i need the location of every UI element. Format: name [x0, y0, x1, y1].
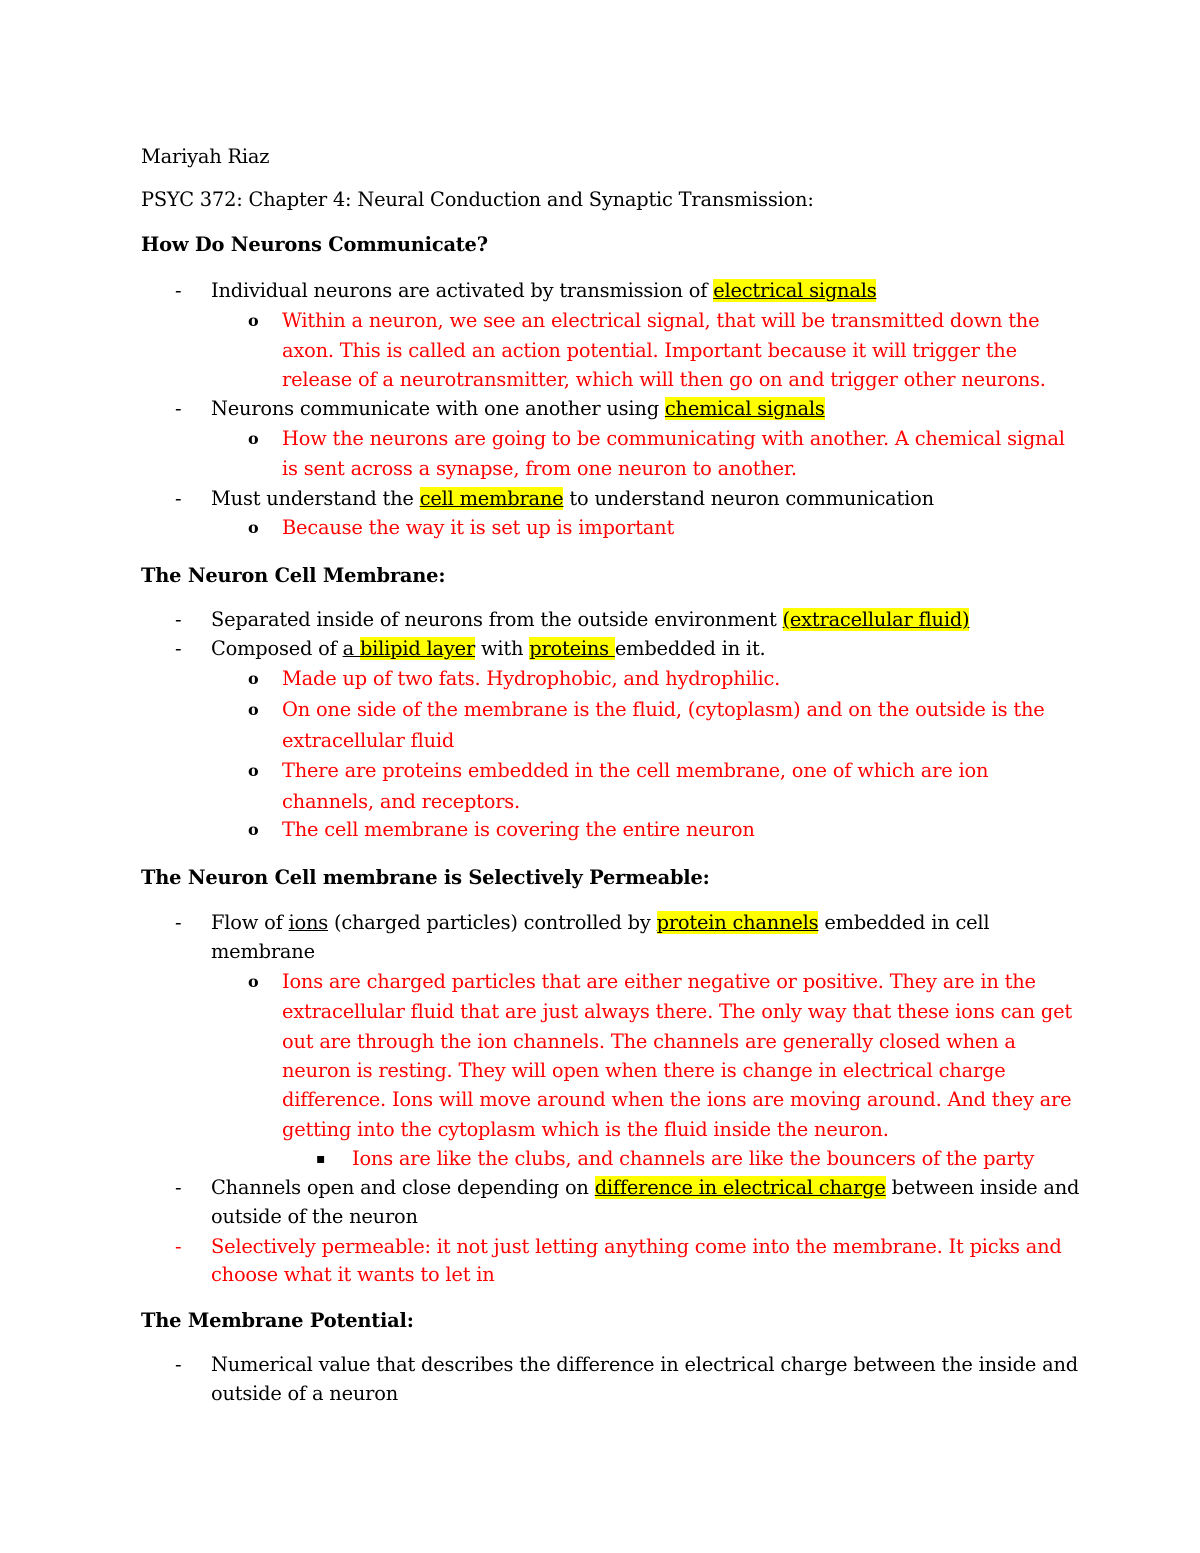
- highlighted-term: cell membrane: [419, 487, 564, 510]
- dash-bullet: -: [175, 911, 182, 934]
- list-item-continuation: outside of a neuron: [211, 1382, 398, 1405]
- circle-bullet: o: [248, 972, 259, 991]
- highlighted-term: protein channels: [656, 911, 819, 934]
- course-title: PSYC 372: Chapter 4: Neural Conduction and Synaptic Transmission:: [141, 188, 814, 211]
- dash-bullet: -: [175, 637, 182, 660]
- dash-bullet: -: [175, 608, 182, 631]
- highlighted-term: proteins: [529, 637, 615, 660]
- dash-bullet: -: [175, 279, 182, 302]
- dash-bullet: -: [175, 1235, 182, 1258]
- list-item: Numerical value that describes the difference in electrical charge between the inside and: [211, 1353, 1078, 1376]
- square-bullet: ▪: [316, 1151, 326, 1167]
- note-line: Ions are like the clubs, and channels are like the bouncers of the party: [352, 1147, 1035, 1170]
- circle-bullet: o: [248, 700, 259, 719]
- note-line: extracellular fluid that are just always there. The only way that these ions can get: [282, 1000, 1072, 1023]
- highlighted-term: difference in electrical charge: [594, 1176, 886, 1199]
- note-line: Within a neuron, we see an electrical signal, that will be transmitted down the: [282, 309, 1040, 332]
- note-line: release of a neurotransmitter, which will then go on and trigger other neurons.: [282, 368, 1046, 391]
- note-line: is sent across a synapse, from one neuron to another.: [282, 457, 797, 480]
- section-heading: The Neuron Cell Membrane:: [141, 564, 446, 587]
- list-item: Composed of a bilipid layer with proteins embedded in it.: [211, 637, 766, 660]
- section-heading: The Neuron Cell membrane is Selectively Permeable:: [141, 866, 710, 889]
- list-item-continuation: outside of the neuron: [211, 1205, 418, 1228]
- highlighted-term: bilipid layer: [359, 637, 476, 660]
- author-name: Mariyah Riaz: [141, 145, 270, 168]
- highlighted-term: (extracellular fluid): [782, 608, 970, 631]
- list-item-continuation: membrane: [211, 940, 315, 963]
- dash-bullet: -: [175, 1353, 182, 1376]
- dash-bullet: -: [175, 1176, 182, 1199]
- circle-bullet: o: [248, 518, 259, 537]
- list-item: Channels open and close depending on difference in electrical charge between inside and: [211, 1176, 1080, 1199]
- note-line: channels, and receptors.: [282, 790, 521, 813]
- note-line: Made up of two fats. Hydrophobic, and hydrophilic.: [282, 667, 781, 690]
- note-line: getting into the cytoplasm which is the fluid inside the neuron.: [282, 1118, 889, 1141]
- dash-bullet: -: [175, 397, 182, 420]
- circle-bullet: o: [248, 429, 259, 448]
- dash-bullet: -: [175, 487, 182, 510]
- note-line: neuron is resting. They will open when there is change in electrical charge: [282, 1059, 1006, 1082]
- highlighted-term: electrical signals: [713, 279, 877, 302]
- list-item: Neurons communicate with one another using chemical signals: [211, 397, 825, 420]
- list-item: Flow of ions (charged particles) controlled by protein channels embedded in cell: [211, 911, 990, 934]
- section-heading: The Membrane Potential:: [141, 1309, 414, 1332]
- note-line: Ions are charged particles that are either negative or positive. They are in the: [282, 970, 1036, 993]
- list-item-continuation: choose what it wants to let in: [211, 1263, 495, 1286]
- note-line: difference. Ions will move around when the ions are moving around. And they are: [282, 1088, 1072, 1111]
- note-line: axon. This is called an action potential. Important because it will trigger the: [282, 339, 1017, 362]
- highlighted-term: chemical signals: [664, 397, 825, 420]
- list-item: Individual neurons are activated by transmission of electrical signals: [211, 279, 877, 302]
- list-item: Selectively permeable: it not just letting anything come into the membrane. It picks and: [211, 1235, 1062, 1258]
- note-line: Because the way it is set up is important: [282, 516, 675, 539]
- circle-bullet: o: [248, 311, 259, 330]
- section-heading: How Do Neurons Communicate?: [141, 233, 488, 256]
- note-line: There are proteins embedded in the cell membrane, one of which are ion: [282, 759, 989, 782]
- list-item: Separated inside of neurons from the outside environment (extracellular fluid): [211, 608, 970, 631]
- note-line: The cell membrane is covering the entire neuron: [282, 818, 755, 841]
- list-item: Must understand the cell membrane to understand neuron communication: [211, 487, 934, 510]
- note-line: How the neurons are going to be communicating with another. A chemical signal: [282, 427, 1065, 450]
- note-line: out are through the ion channels. The channels are generally closed when a: [282, 1030, 1016, 1053]
- note-line: extracellular fluid: [282, 729, 455, 752]
- circle-bullet: o: [248, 820, 259, 839]
- note-line: On one side of the membrane is the fluid, (cytoplasm) and on the outside is the: [282, 698, 1045, 721]
- circle-bullet: o: [248, 669, 259, 688]
- circle-bullet: o: [248, 761, 259, 780]
